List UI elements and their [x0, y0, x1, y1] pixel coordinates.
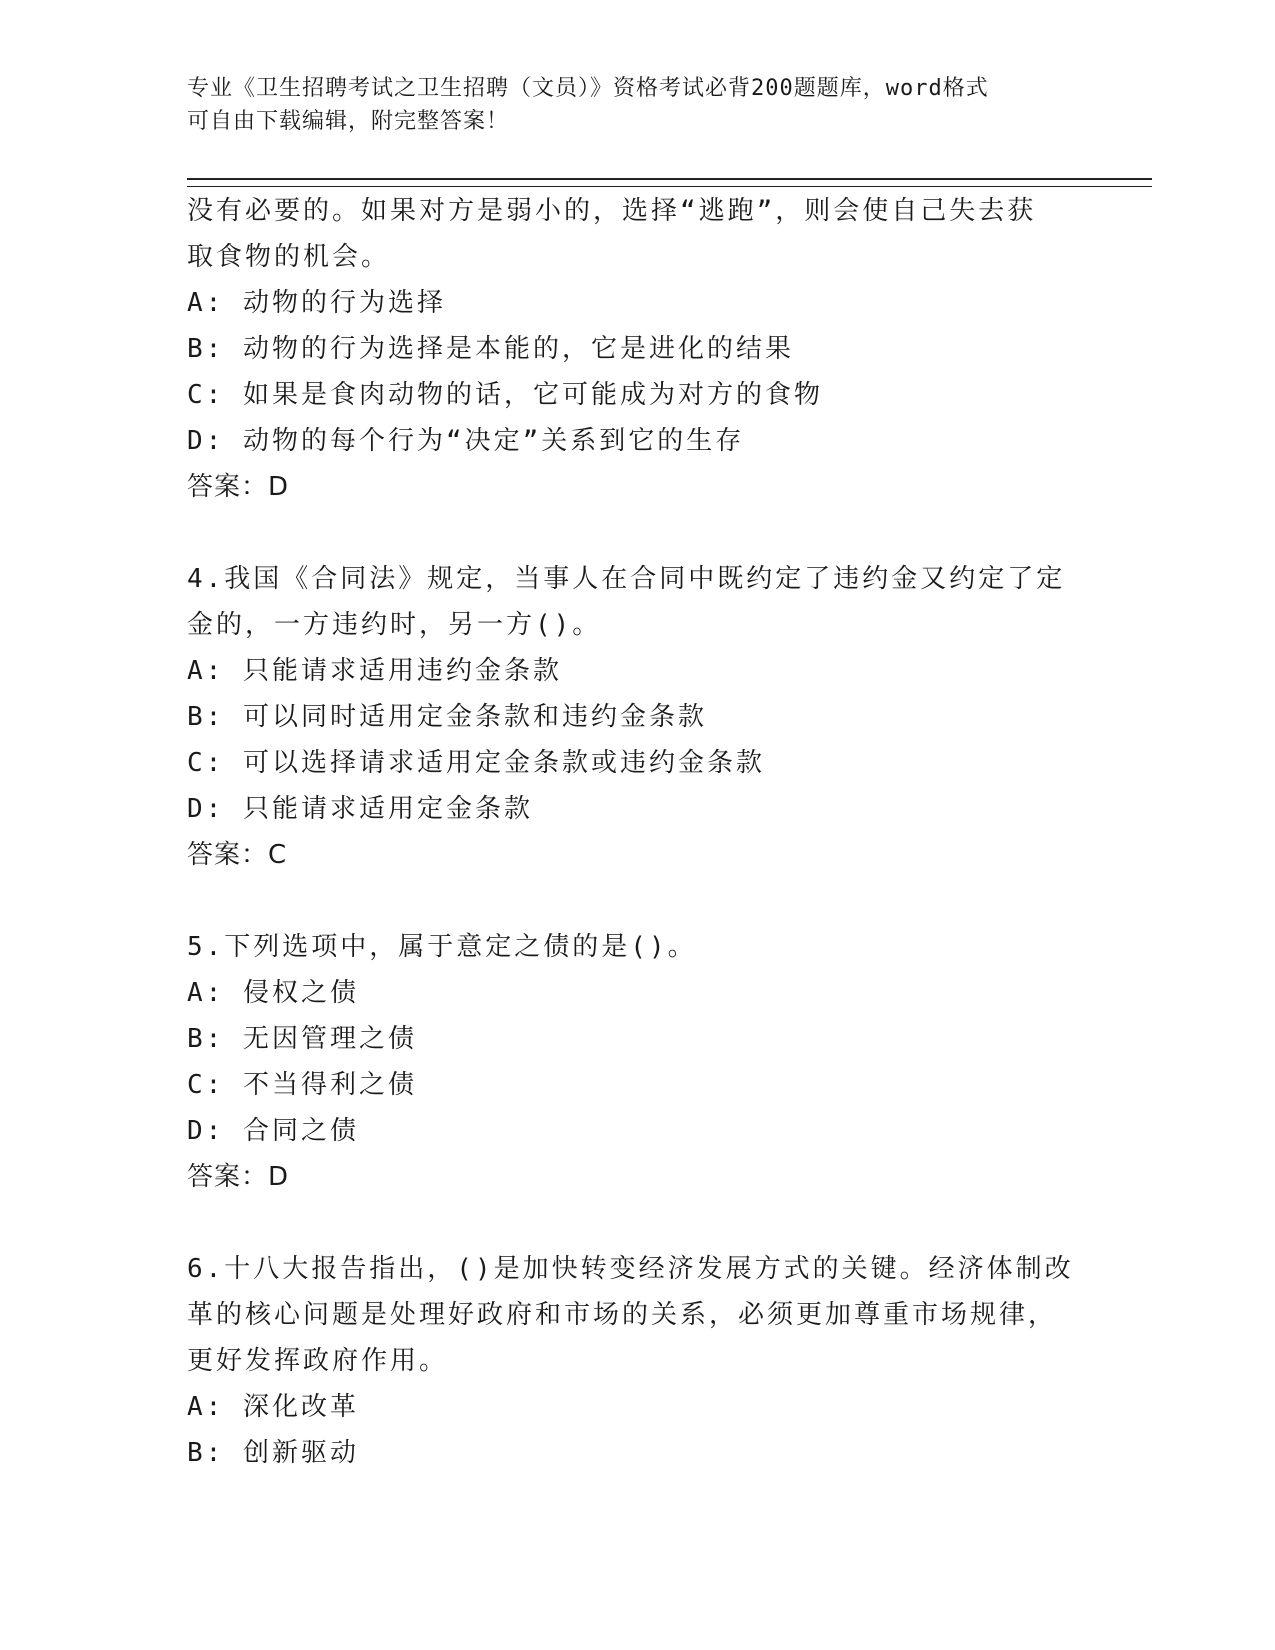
header-title-line-2: 可自由下载编辑，附完整答案！: [187, 109, 510, 134]
option-c: C: 不当得利之债: [187, 1070, 417, 1100]
option-a: A: 动物的行为选择: [187, 288, 446, 318]
answer-line: 答案：D: [187, 472, 290, 502]
option-b: B: 动物的行为选择是本能的，它是进化的结果: [187, 334, 794, 364]
question-block-4: [187, 556, 1067, 878]
question-text-line: 更好发挥政府作用。: [187, 1346, 449, 1376]
question-block-6: [187, 1246, 1074, 1476]
option-b: B: 创新驱动: [187, 1438, 359, 1468]
question-text-line: 取食物的机会。: [187, 242, 391, 272]
header-divider: [187, 178, 1152, 187]
question-block-3: [187, 188, 1067, 510]
option-c: C: 如果是食肉动物的话，它可能成为对方的食物: [187, 380, 823, 410]
option-b: B: 无因管理之债: [187, 1024, 417, 1054]
option-d: D: 只能请求适用定金条款: [187, 794, 533, 824]
option-a: A: 深化改革: [187, 1392, 359, 1422]
option-a: A: 侵权之债: [187, 978, 359, 1008]
document-body: [187, 188, 1074, 1476]
question-block-5: [187, 924, 1067, 1200]
answer-line: 答案：D: [187, 1162, 290, 1192]
document-header: [187, 72, 1067, 138]
option-a: A: 只能请求适用违约金条款: [187, 656, 562, 686]
question-text-line: 革的核心问题是处理好政府和市场的关系，必须更加尊重市场规律，: [187, 1300, 1058, 1330]
option-c: C: 可以选择请求适用定金条款或违约金条款: [187, 748, 765, 778]
option-d: D: 合同之债: [187, 1116, 359, 1146]
question-text-line: 4.我国《合同法》规定，当事人在合同中既约定了违约金又约定了定: [187, 564, 1066, 594]
question-text-line: 5.下列选项中，属于意定之债的是()。: [187, 932, 697, 962]
answer-line: 答案：C: [187, 840, 288, 870]
header-title-line-1: 专业《卫生招聘考试之卫生招聘（文员）》资格考试必背200题题库，word格式: [187, 76, 989, 101]
option-d: D: 动物的每个行为“决定”关系到它的生存: [187, 426, 745, 456]
option-b: B: 可以同时适用定金条款和违约金条款: [187, 702, 707, 732]
question-text-line: 6.十八大报告指出，()是加快转变经济发展方式的关键。经济体制改: [187, 1254, 1074, 1284]
question-text-line: 没有必要的。如果对方是弱小的，选择“逃跑”，则会使自己失去获: [187, 196, 1037, 226]
question-text-line: 金的，一方违约时，另一方()。: [187, 610, 602, 640]
